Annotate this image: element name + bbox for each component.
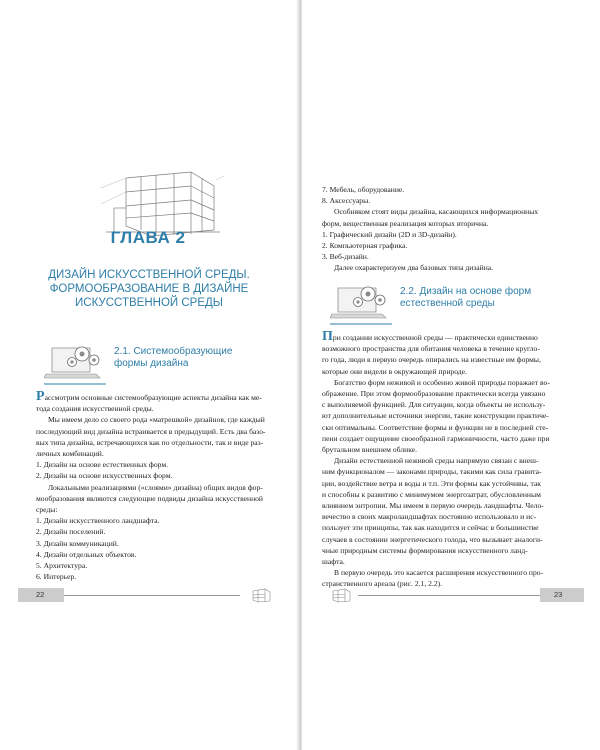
text-line: случаев в состоянии энергетического голода, что вызывает аналоги- [322, 534, 543, 544]
text-line: с выполняемой функцией. Для ситуации, когда объекты не использу- [322, 400, 546, 410]
list-item: 3. Дизайн коммуникаций. [36, 538, 119, 548]
laptop-gears-icon [44, 340, 108, 386]
list-item: 3. Веб-дизайн. [322, 252, 369, 262]
left-body-text [36, 389, 282, 582]
list-item: 1. Дизайн на основе естественных форм. [36, 460, 169, 470]
section-heading-line: формы дизайна [114, 358, 189, 369]
text-line: пени создает ощущение своеобразной гармоничности, часто даже при [322, 433, 550, 443]
text-line: В первую очередь это касается расширения искусственного про- [334, 568, 544, 578]
text-line: личных комбинаций. [36, 449, 104, 459]
right-page [302, 0, 600, 750]
text-line: вечество в своих макроландшафтах постоянно использовало и ис- [322, 512, 537, 522]
left-page [0, 0, 298, 750]
section-heading [400, 286, 550, 310]
list-item: 8. Аксессуары. [322, 196, 371, 206]
footer-building-icon [250, 587, 272, 603]
text-line: которые они видели в окружающей природе. [322, 366, 467, 376]
text-line: брутальном внешнем облике. [322, 445, 417, 455]
text-line: Далее охарактеризуем два базовых типа дизайна. [334, 263, 494, 273]
chapter-subtitle-line: ДИЗАЙН ИСКУССТВЕННОЙ СРЕДЫ. [48, 269, 250, 281]
text-line: форм, вещественная реализация которых вторична. [322, 218, 489, 228]
chapter-subtitle-line: ИСКУССТВЕННОЙ СРЕДЫ [75, 297, 223, 309]
section-heading-line: 2.2. Дизайн на основе форм [400, 286, 532, 297]
text-line: пользует эти принципы, так как находится и сейчас в большинстве [322, 523, 539, 533]
text-line: Рассмотрим основные системообразующие аспекты дизайна как ме- [36, 389, 262, 404]
right-top-text [322, 184, 568, 274]
footer-rule [358, 595, 540, 596]
text-line: Дизайн естественной неживой среды напрямую связан с внеш- [334, 456, 539, 466]
text-line: ции, воздействие ветра и воды и т.п. Эти формы как устойчивы, так [322, 478, 541, 488]
list-item: 1. Графический дизайн (2D и 3D-дизайн). [322, 229, 457, 239]
text-line: Локальными реализациями («слоями» дизайна) общих видов фор- [48, 482, 263, 492]
text-line: среды: [36, 505, 58, 515]
text-line: ют дополнительные источники энергии, такие конструкции практиче- [322, 411, 549, 421]
text-line: При создании искусственной среды — практически единственно [322, 329, 538, 344]
text-line: последующий вид дизайна встраивается в предыдущий. Есть два базо- [36, 426, 266, 436]
list-item: 2. Компьютерная графика. [322, 241, 408, 251]
section-2-1-header [44, 340, 254, 386]
section-heading-line: 2.1. Системообразующие [114, 346, 233, 357]
text-line: странственного ареала (рис. 2.1, 2.2). [322, 579, 443, 589]
right-body-text [322, 329, 568, 590]
text-line: ним функционалом — законами природы, такими как сила гравита- [322, 467, 542, 477]
text-line: го года, люди в первую очередь опирались на известные им формы, [322, 355, 541, 365]
text-line: мообразования являются следующие подвиды дизайна искусственной [36, 493, 263, 503]
page-number: 23 [554, 590, 563, 599]
text-line: влиянием энтропии. Мы имеем в первую очередь ландшафты. Чело- [322, 501, 544, 511]
list-item: 7. Мебель, оборудование. [322, 185, 405, 194]
page-number-bar [18, 588, 64, 602]
text-line: шафта. [322, 557, 345, 567]
list-item: 1. Дизайн искусственного ландшафта. [36, 516, 160, 526]
chapter-subtitle [36, 268, 262, 310]
list-item: 2. Дизайн поселений. [36, 527, 106, 537]
text-line: тода создания искусственной среды. [36, 404, 154, 414]
laptop-gears-icon [330, 280, 394, 326]
text-line: ски оптимальны. Соответствие формы и функции не в последней сте- [322, 422, 549, 432]
section-2-2-header [330, 280, 560, 326]
list-item: 2. Дизайн на основе искусственных форм. [36, 471, 173, 481]
text-line: Особняком стоят виды дизайна, касающихся информационных [334, 207, 539, 217]
text-line: ображение. При этом формообразование практически всегда увязано [322, 389, 546, 399]
text-line: чные природным системы формирования искусственного ланд- [322, 545, 528, 555]
section-heading [114, 346, 244, 370]
footer-rule [64, 595, 240, 596]
text-line: возможного пространства для обитания человека в течение кругло- [322, 344, 540, 354]
chapter-title: ГЛАВА 2 [110, 228, 186, 247]
text-line: вых типа дизайна, встречающихся как по отдельности, так и виде раз- [36, 437, 264, 447]
page-number: 22 [36, 590, 45, 599]
list-item: 6. Интерьер. [36, 572, 77, 582]
page-number-bar [540, 588, 584, 602]
chapter-subtitle-line: ФОРМООБРАЗОВАНИЕ В ДИЗАЙНЕ [49, 283, 249, 295]
text-line: Мы имеем дело со своего рода «матрешкой» дизайнов, где каждый [48, 415, 265, 425]
section-heading-line: естественной среды [400, 298, 495, 309]
footer-building-icon [330, 587, 352, 603]
list-item: 5. Архитектура. [36, 561, 88, 571]
text-line: Богатство форм неживой и особенно живой природы поражает во- [334, 377, 550, 387]
list-item: 4. Дизайн отдельных объектов. [36, 549, 137, 559]
text-line: и способны к развитию с минимумом энергозатрат, обусловленным [322, 489, 541, 499]
